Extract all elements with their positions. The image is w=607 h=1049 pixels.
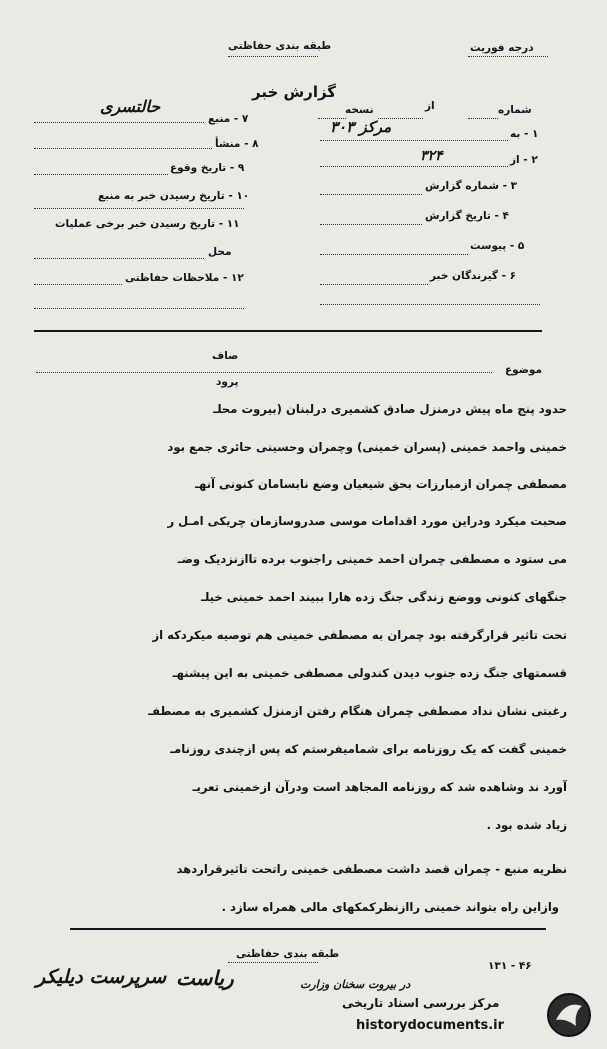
field-origin-label: ۸ - منشأ xyxy=(215,138,259,150)
field-source-value: حالتسری xyxy=(100,97,161,116)
body-line: مصطفی چمران ازمبارزات بحق شیعیان وضع نابسامان کنونی آنهـ xyxy=(195,477,567,491)
field-number-line xyxy=(468,118,498,119)
body-line: تحت تاثیر قرارگرفته بود چمران به مصطفی خمینی هم توصیه میکردکه از xyxy=(152,628,567,642)
body-line: صحبت میکرد ودراین مورد اقدامات موسی صدروسازمان چریکی امـل ر xyxy=(167,514,567,528)
body-line: جنگهای کنونی ووضع زندگی جنگ زده هارا ببیند احمد خمینی خیلـ xyxy=(200,590,567,604)
urgency-label: درجه فوریت xyxy=(470,42,534,54)
field-report-date-label: ۴ - تاریخ گزارش xyxy=(425,210,509,222)
field-security-notes-line xyxy=(34,284,122,285)
field-number-label: شماره xyxy=(498,104,532,116)
field-attachment-line xyxy=(320,254,468,255)
body-line: خمینی واحمد خمینی (پسران خمینی) وچمران وحسینی حائری جمع بود xyxy=(167,440,567,454)
header-divider xyxy=(34,330,542,332)
field-to-label: ۱ - به xyxy=(510,128,539,140)
body-line: حدود پنج ماه پیش درمنزل صادق کشمیری درلبنان (بیروت محلـ xyxy=(213,402,567,416)
field-occurrence-date-line xyxy=(34,174,168,175)
body-line: رغبتی نشان نداد مصطفی چمران هنگام رفتن ازمنزل کشمیری به مصطفـ xyxy=(148,704,567,718)
field-arrival-date-label: ۱۰ - تاریخ رسیدن خبر به منبع xyxy=(98,190,250,202)
form-title: گزارش خبر xyxy=(252,83,337,101)
field-source-label: ۷ - منبع xyxy=(208,113,249,125)
watermark-title: مرکز بررسی اسناد تاریخی xyxy=(342,996,500,1010)
field-security-notes-line-2 xyxy=(34,308,244,309)
field-recipients-line-2 xyxy=(320,304,540,305)
field-source-line xyxy=(34,122,204,123)
field-to-value: مرکز ۳۰۳ xyxy=(330,118,392,136)
body-line: خمینی گفت که یک روزنامه برای شمامیفرستم که پس ازچندی روزنامـ xyxy=(170,742,567,756)
urgency-line xyxy=(468,56,548,57)
field-arrival-date-line xyxy=(34,208,244,209)
field-from-line xyxy=(320,166,508,167)
opinion-line-2: وازاین راه بتواند خمینی راازنظرکمکهای مالی همراه سازد . xyxy=(221,900,559,914)
field-attachment-label: ۵ - پیوست xyxy=(470,240,525,252)
subject-value-top: صاف xyxy=(212,350,239,362)
body-line: می ستود ه مصطفی چمران احمد خمینی راجنوب برده تاازنزدیک وضـ xyxy=(177,552,567,566)
field-from-value: ۳۲۴ xyxy=(420,148,443,164)
signature-left: سرپرست دیلیکر xyxy=(36,966,167,988)
footer-handwritten-note: در بیروت سخنان وزارت xyxy=(300,978,411,991)
field-to-line xyxy=(320,140,508,141)
classification-bottom-line xyxy=(228,962,318,963)
field-location-line xyxy=(34,258,204,259)
body-line: آورد ند وشاهده شد که روزنامه المجاهد است ودرآن ازخمینی تعریـ xyxy=(192,780,567,794)
footer-code: ۱۳۱ - ۴۶ xyxy=(488,960,532,972)
subject-label: موضوع xyxy=(505,364,542,376)
field-report-number-line xyxy=(320,194,422,195)
field-recipients-label: ۶ - گیرندگان خبر xyxy=(430,270,517,282)
field-from-label: ۲ - از xyxy=(510,154,538,166)
body-line: قسمتهای جنگ زده جنوب دیدن کندولی مصطفی خمینی به این پیشنهـ xyxy=(172,666,567,680)
field-from-top-label: از xyxy=(425,100,435,112)
field-report-date-line xyxy=(320,224,422,225)
subject-value-bottom: پرود xyxy=(216,376,239,388)
field-security-notes-label: ۱۲ - ملاحظات حفاظتی xyxy=(125,272,244,284)
classification-top: طبقه بندی حفاظتی xyxy=(228,40,332,52)
opinion-line-1: نظریه منبع - چمران قصد داشت مصطفی خمینی راتحت تاثیرقراردهد xyxy=(176,862,567,876)
signature-mid: ریاست xyxy=(176,966,234,990)
subject-line xyxy=(36,372,492,373)
body-line: زیاد شده بود . xyxy=(486,818,567,832)
classification-top-line xyxy=(228,56,318,57)
watermark-logo-icon xyxy=(546,992,592,1038)
field-recipients-line xyxy=(320,284,428,285)
field-occurrence-date-label: ۹ - تاریخ وقوع xyxy=(170,162,245,174)
field-operations-date-label: ۱۱ - تاریخ رسیدن خبر برخی عملیات xyxy=(55,218,240,230)
watermark-url: historydocuments.ir xyxy=(356,1018,505,1033)
field-location-label: محل xyxy=(208,246,232,258)
field-copy-label: نسخه xyxy=(345,104,374,116)
field-origin-line xyxy=(34,148,212,149)
opinion-divider xyxy=(70,928,546,930)
field-report-number-label: ۳ - شماره گزارش xyxy=(425,180,518,192)
classification-bottom: طبقه بندی حفاظتی xyxy=(236,948,340,960)
